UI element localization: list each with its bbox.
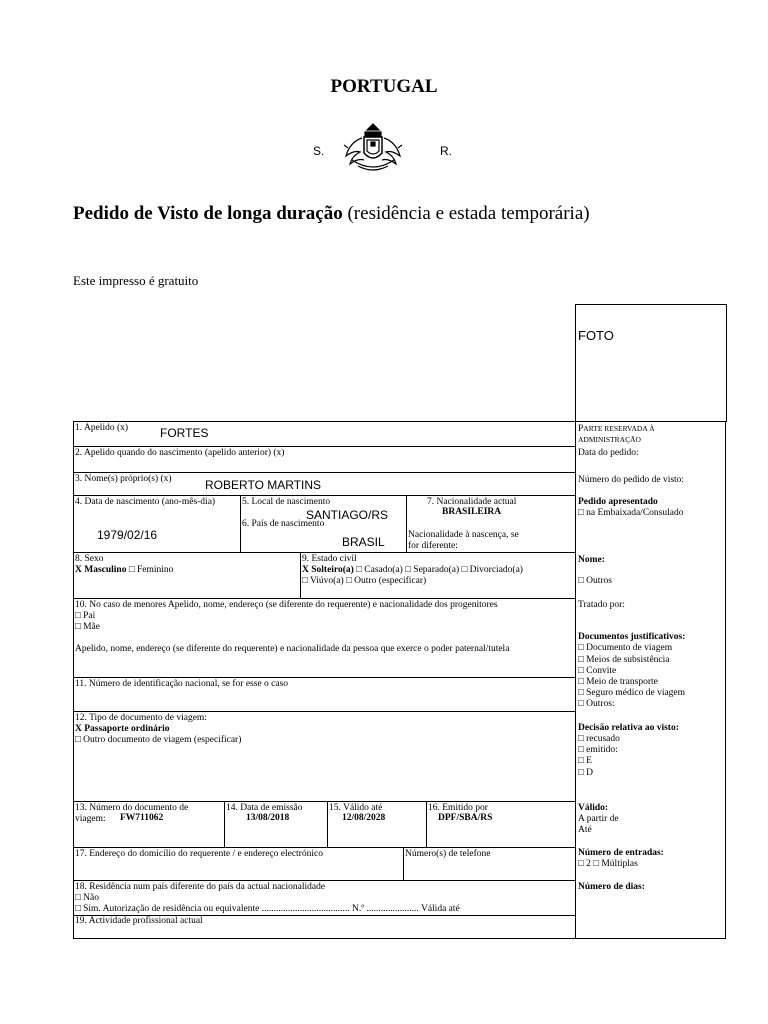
- photo-box: [575, 304, 727, 422]
- admin-request-submitted: Pedido apresentado: [578, 497, 658, 507]
- left-letter: S.: [313, 144, 325, 158]
- given-names-value[interactable]: ROBERTO MARTINS: [205, 478, 322, 492]
- field-11-label: 11. Número de identificação nacional, se for esse o caso: [75, 679, 289, 689]
- field-19-label: 19. Actividade profissional actual: [75, 916, 203, 926]
- field-1-label: 1. Apelido (x): [75, 423, 129, 433]
- admin-doc-invitation[interactable]: □ Convite: [578, 666, 617, 676]
- admin-doc-travel[interactable]: □ Documento de viagem: [578, 643, 673, 653]
- valid-until-value[interactable]: 12/08/2028: [342, 813, 386, 823]
- field-5-label: 5. Local de nascimento: [242, 497, 331, 507]
- field-8-label: 8. Sexo: [75, 554, 104, 564]
- civil-status-options[interactable]: [302, 565, 523, 576]
- admin-entries-options[interactable]: □ 2 □ Múltiplas: [578, 859, 638, 869]
- photo-label: FOTO: [578, 328, 614, 343]
- phone-label: Número(s) de telefone: [405, 849, 491, 859]
- admin-valid-label: Válido:: [578, 803, 609, 813]
- admin-valid-from: A partir de: [578, 814, 619, 824]
- field-7-sub1: Nacionalidade à nascença, se: [408, 530, 519, 540]
- form-heading: [73, 203, 590, 225]
- field-18-label: 18. Residência num país diferente do país da actual nacionalidade: [75, 882, 326, 892]
- civil-status-other-options[interactable]: □ Casado(a) □ Separado(a) □ Divorciado(a): [356, 565, 523, 575]
- admin-issued-option[interactable]: □ emitido:: [578, 745, 618, 755]
- admin-reserved-line1: ARTE RESERVADA À: [583, 424, 655, 433]
- other-travel-document-option[interactable]: □ Outro documento de viagem (especificar): [75, 735, 242, 745]
- admin-reserved-line2: ADMINISTRAÇÃO: [578, 435, 641, 444]
- admin-entries-label: Número de entradas:: [578, 848, 664, 858]
- right-letter: R.: [440, 144, 452, 158]
- surname-value[interactable]: FORTES: [160, 426, 209, 440]
- field-2-label: 2. Apelido quando do nascimento (apelido anterior) (x): [75, 448, 285, 458]
- admin-supporting-docs: Documentos justificativos:: [578, 632, 686, 642]
- field-13-label: 13. Número do documento de: [75, 803, 189, 813]
- admin-days-label: Número de dias:: [578, 882, 645, 892]
- admin-valid-until: Até: [578, 825, 592, 835]
- admin-reserved-p: P: [578, 424, 584, 434]
- sex-female-option[interactable]: □ Feminino: [128, 565, 174, 575]
- residence-no-option[interactable]: □ Não: [75, 893, 99, 903]
- admin-d-option[interactable]: □ D: [578, 768, 593, 778]
- admin-request-number: Número do pedido de visto:: [578, 475, 685, 485]
- admin-request-date: Data do pedido:: [578, 448, 639, 458]
- country-title: PORTUGAL: [330, 76, 438, 97]
- admin-embassy-option[interactable]: □ na Embaixada/Consulado: [578, 508, 684, 518]
- admin-doc-insurance[interactable]: □ Seguro médico de viagem: [578, 688, 686, 698]
- issued-by-value[interactable]: DPF/SBA/RS: [438, 813, 493, 823]
- admin-doc-others[interactable]: □ Outros:: [578, 699, 615, 709]
- admin-handled-by: Tratado por:: [578, 600, 625, 610]
- admin-e-option[interactable]: □ E: [578, 756, 592, 766]
- civil-status-line2[interactable]: □ Viúvo(a) □ Outro (especificar): [302, 576, 427, 586]
- field-7-label: 7. Nacionalidade actual: [427, 497, 517, 507]
- sex-male-checked[interactable]: X Masculino: [75, 565, 127, 575]
- free-note: Este impresso é gratuito: [73, 273, 199, 288]
- sex-options[interactable]: [75, 565, 173, 576]
- passport-ordinary-checked[interactable]: X Passaporte ordinário: [75, 724, 170, 734]
- civil-status-single-checked[interactable]: X Solteiro(a): [302, 565, 354, 575]
- birth-date-value[interactable]: 1979/02/16: [97, 528, 158, 542]
- field-6-label: 6. País de nascimento: [242, 519, 325, 529]
- issue-date-value[interactable]: 13/08/2018: [246, 813, 290, 823]
- field-12-label: 12. Tipo de documento de viagem:: [75, 713, 207, 723]
- field-15-label: 15. Válido até: [329, 803, 383, 813]
- field-16-label: 16. Emitido por: [428, 803, 488, 813]
- admin-others-option[interactable]: □ Outros: [578, 576, 612, 586]
- field-7-sub2: for diferente:: [408, 541, 458, 551]
- parent-father-option[interactable]: □ Pai: [75, 611, 96, 621]
- field-17-label: 17. Endereço do domicílio do requerente / e endereço electrónico: [75, 849, 323, 859]
- field-3-label: 3. Nome(s) próprio(s) (x): [75, 474, 172, 484]
- admin-visa-decision: Decisão relativa ao visto:: [578, 723, 679, 733]
- field-9-label: 9. Estado civil: [302, 554, 357, 564]
- admin-refused-option[interactable]: □ recusado: [578, 734, 620, 744]
- nationality-value[interactable]: BRASILEIRA: [442, 507, 502, 517]
- admin-name-label: Nome:: [578, 555, 605, 565]
- residence-yes-option[interactable]: □ Sim. Autorização de residência ou equivalente ..................................... N.º ...................... Válida até: [75, 904, 460, 914]
- field-14-label: 14. Data de emissão: [226, 803, 303, 813]
- guardian-label: Apelido, nome, endereço (se diferente do requerente) e nacionalidade da pessoa que exerce o poder paternal/tutela: [75, 644, 510, 654]
- admin-doc-means[interactable]: □ Meios de subsistência: [578, 655, 670, 665]
- coat-of-arms-icon: [338, 118, 408, 180]
- form-heading-rest: (residência e estada temporária): [347, 203, 590, 224]
- birth-place-value[interactable]: SANTIAGO/RS: [306, 508, 389, 522]
- birth-country-value[interactable]: BRASIL: [342, 535, 385, 549]
- parent-mother-option[interactable]: □ Mãe: [75, 622, 100, 632]
- field-10-label: 10. No caso de menores Apelido, nome, endereço (se diferente do requerente) e nacionalidade dos progenitores: [75, 600, 498, 610]
- field-13-label-2: viagem:: [75, 814, 106, 824]
- form-heading-bold: Pedido de Visto de longa duração: [73, 203, 343, 224]
- document-number-value[interactable]: FW711062: [120, 813, 164, 823]
- admin-doc-transport[interactable]: □ Meio de transporte: [578, 677, 658, 687]
- field-4-label: 4. Data de nascimento (ano-mês-dia): [75, 497, 216, 507]
